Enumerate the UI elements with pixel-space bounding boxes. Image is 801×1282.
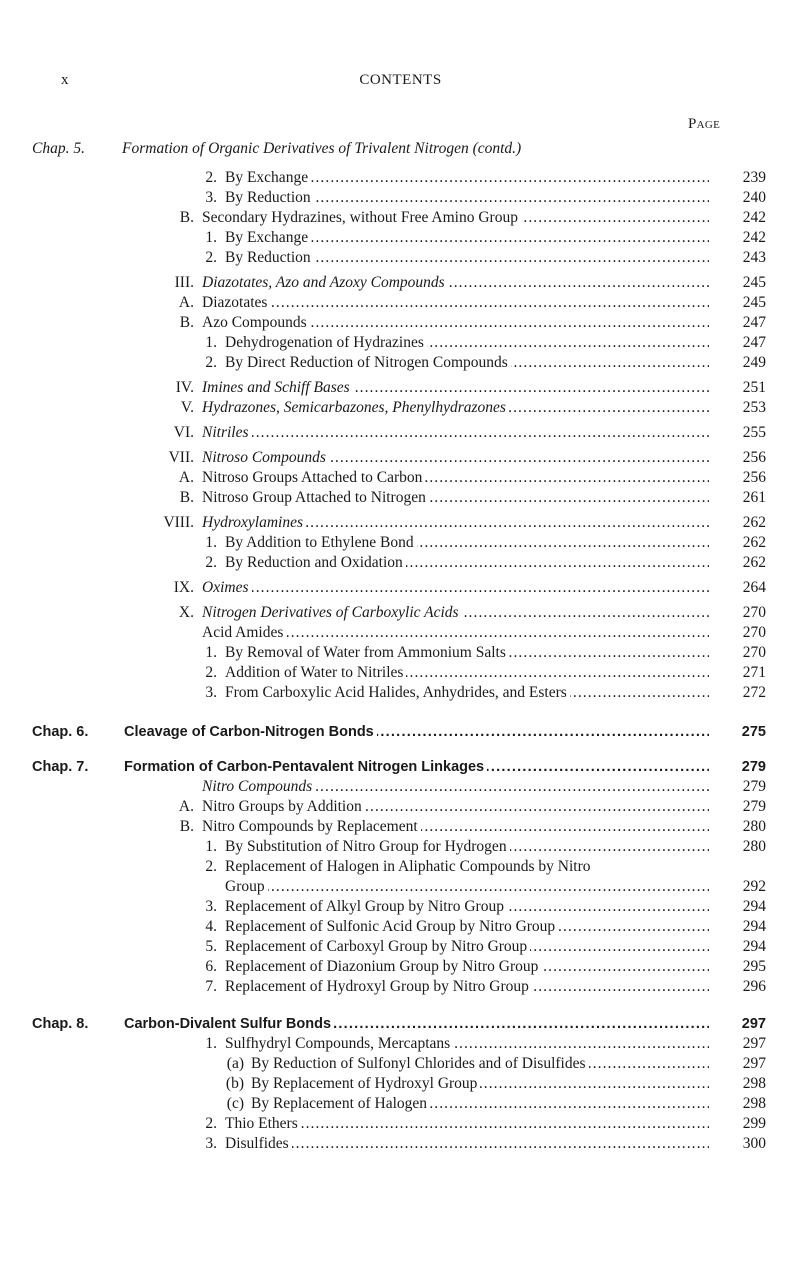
toc-entry	[0, 722, 801, 742]
toc-entry	[0, 877, 801, 897]
toc-entry-page: 299	[742, 1115, 766, 1132]
toc-entry-number: 1.	[205, 1035, 217, 1052]
toc-entry-title: Azo Compounds	[202, 314, 310, 331]
toc-entry-number: 1.	[205, 644, 217, 661]
toc-entry-number: B.	[179, 489, 194, 506]
toc-entry-number: 3.	[205, 898, 217, 915]
toc-entry-page: 256	[742, 469, 766, 486]
toc-entry-page: 292	[742, 878, 766, 895]
toc-entry-page: 296	[742, 978, 766, 995]
toc-entry-number: B.	[179, 314, 194, 331]
chapter-5-heading	[32, 140, 521, 158]
running-title: CONTENTS	[359, 72, 442, 88]
toc-entry-title: Hydroxylamines	[202, 514, 306, 531]
toc-entry-number: B.	[179, 209, 194, 226]
toc-entry-page: 253	[742, 399, 766, 416]
toc-entry-title: Imines and Schiff Bases	[202, 379, 353, 396]
toc-entry-page: 270	[742, 624, 766, 641]
toc-entry-title: Nitroso Compounds	[202, 449, 329, 466]
toc-entry-title: Nitrogen Derivatives of Carboxylic Acids	[202, 604, 462, 621]
toc-entry	[0, 228, 801, 248]
toc-entry-page: 239	[742, 169, 766, 186]
toc-entry-page: 264	[742, 579, 766, 596]
toc-entry	[0, 957, 801, 977]
toc-entry-title: Nitro Compounds	[202, 778, 315, 795]
toc-entry-page: 297	[741, 1016, 766, 1032]
running-header	[0, 72, 801, 92]
toc-entry-page: 275	[741, 724, 766, 740]
toc-entry-title: Thio Ethers	[225, 1115, 301, 1132]
toc-entry-title: Addition of Water to Nitriles	[225, 664, 406, 681]
toc-entry-number: A.	[178, 798, 194, 815]
toc-entry-page: 295	[742, 958, 766, 975]
toc-entry-page: 294	[742, 898, 766, 915]
toc-entry-title: Replacement of Halogen in Aliphatic Compounds by Nitro	[225, 858, 593, 875]
toc-entry-title: By Replacement of Halogen	[251, 1095, 430, 1112]
toc-entry-title: Dehydrogenation of Hydrazines	[225, 334, 427, 351]
toc-entry-page: 294	[742, 938, 766, 955]
toc-entry-number: IV.	[175, 379, 194, 396]
toc-entry-number: 4.	[205, 918, 217, 935]
toc-entry-page: 279	[742, 798, 766, 815]
toc-entry-page: 300	[742, 1135, 766, 1152]
toc-entry	[0, 777, 801, 797]
toc-entry-title: By Reduction of Sulfonyl Chlorides and of Disulfides	[251, 1055, 589, 1072]
toc-entry	[0, 533, 801, 553]
toc-entry-title: Sulfhydryl Compounds, Mercaptans	[225, 1035, 453, 1052]
toc-entry-title: Replacement of Carboxyl Group by Nitro Group	[225, 938, 530, 955]
toc-entry-number: 2.	[205, 664, 217, 681]
toc-entry	[0, 797, 801, 817]
toc-entry	[0, 1074, 801, 1094]
toc-entry-page: 245	[742, 274, 766, 291]
toc-entry	[0, 488, 801, 508]
toc-entry-number: 6.	[205, 958, 217, 975]
toc-entry	[0, 468, 801, 488]
toc-entry-number: 2.	[205, 169, 217, 186]
toc-entry-title: Formation of Carbon-Pentavalent Nitrogen Linkages	[124, 759, 487, 775]
toc-entry-number: Chap. 8.	[32, 1016, 89, 1032]
toc-entry-page: 255	[742, 424, 766, 441]
toc-entry-page: 242	[742, 229, 766, 246]
toc-entry-number: VIII.	[163, 514, 194, 531]
toc-entry	[0, 917, 801, 937]
toc-entry-number: 7.	[205, 978, 217, 995]
toc-entry-number: 1.	[205, 534, 217, 551]
toc-entry-page: 249	[742, 354, 766, 371]
page-number: x	[61, 72, 69, 88]
toc-entry-page: 297	[742, 1055, 766, 1072]
toc-entry-title: Replacement of Diazonium Group by Nitro Group	[225, 958, 541, 975]
toc-entry-page: 256	[742, 449, 766, 466]
chapter-title: Formation of Organic Derivatives of Trivalent Nitrogen (contd.)	[122, 140, 522, 157]
toc-entry	[0, 553, 801, 573]
toc-entry-page: 298	[742, 1095, 766, 1112]
toc-entry	[0, 1014, 801, 1034]
toc-entry-title: Nitroso Group Attached to Nitrogen	[202, 489, 429, 506]
toc-entry-number: (b)	[225, 1075, 244, 1092]
toc-entry-title: Hydrazones, Semicarbazones, Phenylhydrazones	[202, 399, 509, 416]
toc-entry-number: 5.	[205, 938, 217, 955]
toc-entry-number: III.	[174, 274, 194, 291]
toc-entry	[0, 1034, 801, 1054]
toc-entry	[0, 423, 801, 443]
toc-entry-title: By Substitution of Nitro Group for Hydrogen	[225, 838, 510, 855]
toc-entry	[0, 248, 801, 268]
toc-entry-page: 280	[742, 818, 766, 835]
toc-entry-title: By Exchange	[225, 229, 311, 246]
toc-entry-title: Nitro Groups by Addition	[202, 798, 365, 815]
toc-entry-page: 298	[742, 1075, 766, 1092]
toc-entry-number: B.	[179, 818, 194, 835]
toc-entry-title: Carbon-Divalent Sulfur Bonds	[124, 1016, 334, 1032]
toc-entry	[0, 313, 801, 333]
toc-entry-title: By Replacement of Hydroxyl Group	[251, 1075, 480, 1092]
toc-entry-title: Nitro Compounds by Replacement	[202, 818, 421, 835]
toc-entry-number: 3.	[205, 1135, 217, 1152]
toc-entry-title: Replacement of Alkyl Group by Nitro Group	[225, 898, 507, 915]
toc-entry	[0, 817, 801, 837]
toc-entry-title: From Carboxylic Acid Halides, Anhydrides, and Esters	[225, 684, 570, 701]
toc-entry-page: 242	[742, 209, 766, 226]
toc-entry	[0, 1114, 801, 1134]
toc-entry	[0, 333, 801, 353]
toc-entry-number: 1.	[205, 838, 217, 855]
toc-entry-page: 262	[742, 554, 766, 571]
toc-entry-number: Chap. 6.	[32, 724, 89, 740]
toc-entry	[0, 937, 801, 957]
toc-entry	[0, 643, 801, 663]
toc-entry-page: 262	[742, 534, 766, 551]
toc-entry-page: 247	[742, 314, 766, 331]
toc-entry-number: (a)	[226, 1055, 244, 1072]
toc-entry-page: 272	[742, 684, 766, 701]
toc-entry-title: By Exchange	[225, 169, 311, 186]
toc-entry	[0, 448, 801, 468]
toc-entry	[0, 168, 801, 188]
toc-entry-title: Replacement of Hydroxyl Group by Nitro Group	[225, 978, 532, 995]
toc-entry-number: 2.	[205, 249, 217, 266]
toc-entry-number: VII.	[168, 449, 194, 466]
toc-entry	[0, 1134, 801, 1154]
toc-entry-title: Nitroso Groups Attached to Carbon	[202, 469, 425, 486]
toc-entry-page: 240	[742, 189, 766, 206]
toc-entry	[0, 208, 801, 228]
toc-entry-title: Cleavage of Carbon-Nitrogen Bonds	[124, 724, 377, 740]
toc-entry-page: 271	[742, 664, 766, 681]
toc-entry	[0, 757, 801, 777]
toc-entry	[0, 293, 801, 313]
toc-entry-page: 247	[742, 334, 766, 351]
toc-entry	[0, 977, 801, 997]
toc-entry	[0, 378, 801, 398]
toc-entry	[0, 273, 801, 293]
toc-entry-page: 261	[742, 489, 766, 506]
toc-entry-title: Secondary Hydrazines, without Free Amino Group	[202, 209, 521, 226]
toc-entry-page: 262	[742, 514, 766, 531]
toc-entry-number: V.	[180, 399, 194, 416]
toc-entry-number: A.	[178, 469, 194, 486]
toc-entry-page: 297	[742, 1035, 766, 1052]
toc-entry-number: IX.	[173, 579, 194, 596]
toc-entry-title: By Addition to Ethylene Bond	[225, 534, 417, 551]
toc-entry-title: Diazotates, Azo and Azoxy Compounds	[202, 274, 448, 291]
toc-entry-title: Oximes	[202, 579, 252, 596]
toc-entry	[0, 623, 801, 643]
toc-entry-page: 270	[742, 644, 766, 661]
toc-entry-number: A.	[178, 294, 194, 311]
toc-entry-number: 2.	[205, 554, 217, 571]
toc-entry-title: Diazotates	[202, 294, 270, 311]
toc-entry-title: Replacement of Sulfonic Acid Group by Nitro Group	[225, 918, 558, 935]
toc-entry	[0, 683, 801, 703]
toc-entry	[0, 663, 801, 683]
toc-entry	[0, 513, 801, 533]
toc-entry	[0, 603, 801, 623]
toc-entry-number: (c)	[226, 1095, 244, 1112]
toc-entry-title: Acid Amides	[202, 624, 286, 641]
page-column-label: Page	[688, 116, 721, 132]
toc-entry	[0, 1094, 801, 1114]
toc-entry	[0, 398, 801, 418]
toc-entry-title: Nitriles	[202, 424, 252, 441]
toc-entry-title: By Reduction and Oxidation	[225, 554, 406, 571]
toc-entry	[0, 578, 801, 598]
toc-entry-title: Group	[225, 878, 268, 895]
toc-entry-number: VI.	[173, 424, 194, 441]
toc-entry-title: Disulfides	[225, 1135, 292, 1152]
chapter-number: Chap. 5.	[32, 140, 85, 157]
toc-entry-number: 2.	[205, 858, 217, 875]
toc-entry-number: 1.	[205, 334, 217, 351]
toc-entry-number: Chap. 7.	[32, 759, 89, 775]
toc-entry-page: 280	[742, 838, 766, 855]
toc-entry	[0, 188, 801, 208]
toc-entry-page: 279	[741, 759, 766, 775]
toc-entry-page: 279	[742, 778, 766, 795]
toc-entry	[0, 857, 801, 877]
toc-entry-number: 2.	[205, 354, 217, 371]
toc-entry-number: X.	[178, 604, 194, 621]
toc-entry-title: By Reduction	[225, 189, 314, 206]
toc-entry	[0, 897, 801, 917]
toc-entry-number: 2.	[205, 1115, 217, 1132]
toc-entry	[0, 353, 801, 373]
toc-entry-page: 245	[742, 294, 766, 311]
toc-entry-title: By Direct Reduction of Nitrogen Compounds	[225, 354, 511, 371]
toc-entry-title: By Removal of Water from Ammonium Salts	[225, 644, 509, 661]
toc-entry-number: 1.	[205, 229, 217, 246]
toc-entry-number: 3.	[205, 189, 217, 206]
toc-entry-page: 270	[742, 604, 766, 621]
toc-entry-page: 294	[742, 918, 766, 935]
toc-entry-page: 251	[742, 379, 766, 396]
toc-entry-number: 3.	[205, 684, 217, 701]
toc-entry	[0, 1054, 801, 1074]
toc-entry-page: 243	[742, 249, 766, 266]
toc-entry-title: By Reduction	[225, 249, 314, 266]
toc-entry	[0, 837, 801, 857]
